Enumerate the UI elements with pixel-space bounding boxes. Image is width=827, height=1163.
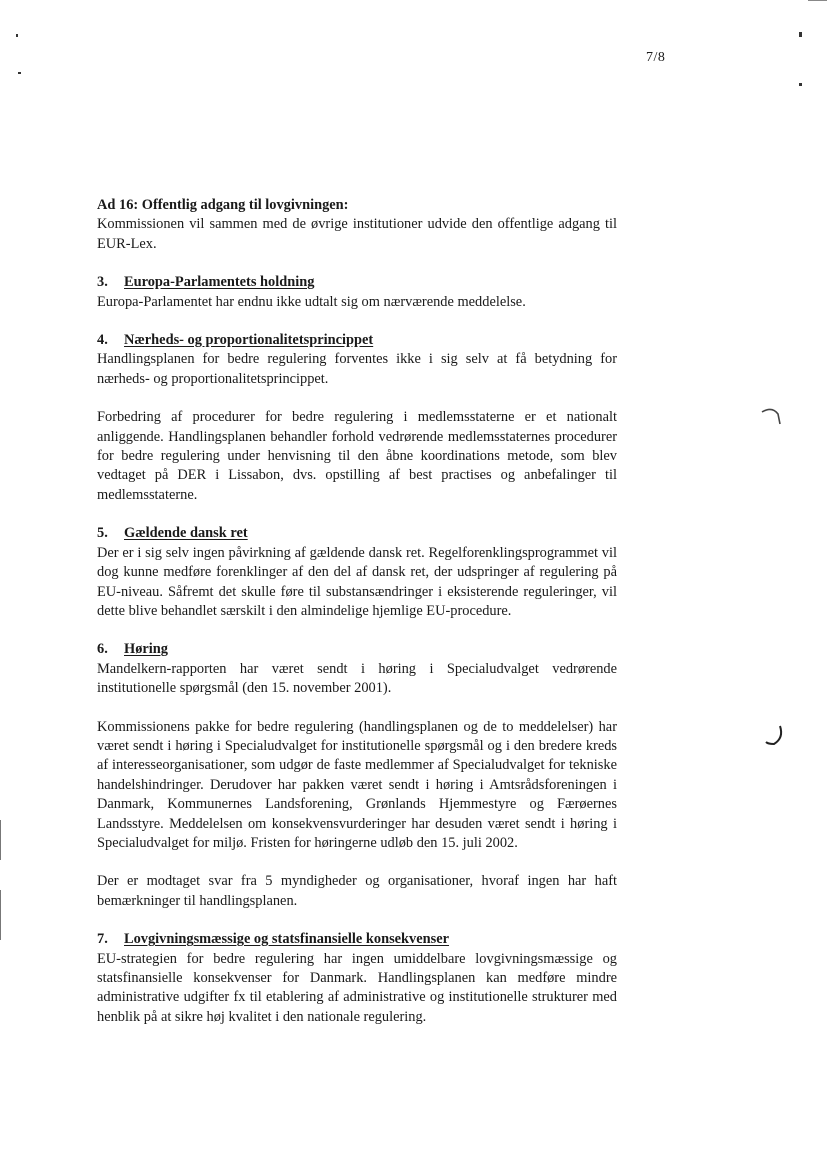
section-heading (97, 331, 617, 350)
section-title: Lovgivningsmæssige og statsfinansielle konsekvenser (124, 931, 450, 948)
paragraph: Europa-Parlamentet har endnu ikke udtalt sig om nærværende meddelelse. (97, 293, 526, 310)
section-heading (97, 640, 617, 659)
section-heading (97, 273, 617, 292)
section-number: 6. (97, 641, 108, 658)
paragraph: Mandelkern-rapporten har været sendt i høring i Specialudvalget vedrørende institutionelle spørgsmål (den 15. november 2001). (97, 660, 617, 697)
scan-speck (799, 32, 802, 37)
section-7 (97, 930, 617, 1027)
section-number: 3. (97, 274, 108, 291)
section-title: Europa-Parlamentets holdning (124, 274, 315, 291)
section-number: 4. (97, 332, 108, 349)
scan-mark-icon (760, 722, 790, 752)
scan-speck (799, 83, 802, 86)
paragraph: EU-strategien for bedre regulering har ingen umiddelbare lovgivningsmæssige og statsfinansielle konsekvenser for Danmark. Handlingsplanen kan medføre mindre administrative udgifter fx til etablering af administrative og institutionelle strukturer med henblik på at sikre høj kvalitet i den nationale regulering. (97, 950, 617, 1025)
scan-mark-icon (758, 402, 788, 428)
page-number: 7/8 (646, 50, 666, 65)
paragraph: Kommissionen vil sammen med de øvrige institutioner udvide den offentlige adgang til EUR-Lex. (97, 216, 617, 252)
section-6 (97, 640, 617, 911)
section-title: Nærheds- og proportionalitetsprincippet (124, 332, 374, 349)
paragraph: Der er i sig selv ingen påvirkning af gældende dansk ret. Regelforenklingsprogrammet vil dog kunne medføre forenklinger af den del af dansk ret, der udspringer af regulering på EU-niveau. Såfremt det skulle føre til substansændringer i eksisterende reguleringer, vil dette blive behandlet særskilt i den almindelige hjemlige EU-procedure. (97, 544, 617, 619)
section-heading: Ad 16: Offentlig adgang til lovgivningen: (97, 197, 349, 213)
paragraph: Handlingsplanen for bedre regulering forventes ikke i sig selv at få betydning for nærheds- og proportionalitetsprincippet. (97, 351, 617, 387)
section-title: Gældende dansk ret (124, 525, 248, 542)
scan-speck (0, 820, 1, 860)
scan-speck (18, 72, 21, 74)
section-5 (97, 524, 617, 621)
section-4 (97, 331, 617, 505)
paragraph: Forbedring af procedurer for bedre regulering i medlemsstaterne er et nationalt anliggende. Handlingsplanen behandler forhold vedrørende medlemsstaternes procedurer for bedre regulering under henvisning til den åbne koordinations metode, som blev vedtaget på DER i Lissabon, dvs. opstilling af best practises og anbefalinger til medlemsstaterne. (97, 409, 617, 503)
paragraph: Kommissionens pakke for bedre regulering (handlingsplanen og de to meddelelser) har været sendt i høring i Specialudvalget for institutionelle spørgsmål og i den bredere kreds af interesseorganisationer, som udgør de faste medlemmer af Specialudvalget for tekniske handelshindringer. Derudover har pakken været sendt i høring i Amtsrådsforeningen i Danmark, Kommunernes Landsforening, Grønlands Hjemmestyre og Færøernes Landsstyre. Meddelelsen om konsekvensvurderinger har desuden været sendt i høring i Specialudvalget for miljø. Fristen for høringerne udløb den 15. juli 2002. (97, 718, 617, 851)
scan-speck (808, 0, 827, 1)
section-number: 5. (97, 525, 108, 542)
section-heading (97, 524, 617, 543)
scan-speck (16, 34, 18, 37)
paragraph: Der er modtaget svar fra 5 myndigheder og organisationer, hvoraf ingen har haft bemærkninger til handlingsplanen. (97, 873, 617, 909)
section-title: Høring (124, 641, 168, 658)
document-body (97, 196, 617, 1027)
section-3 (97, 273, 617, 312)
scan-speck (0, 890, 1, 940)
section-number: 7. (97, 931, 108, 948)
section-ad16 (97, 196, 617, 254)
section-heading (97, 930, 617, 949)
